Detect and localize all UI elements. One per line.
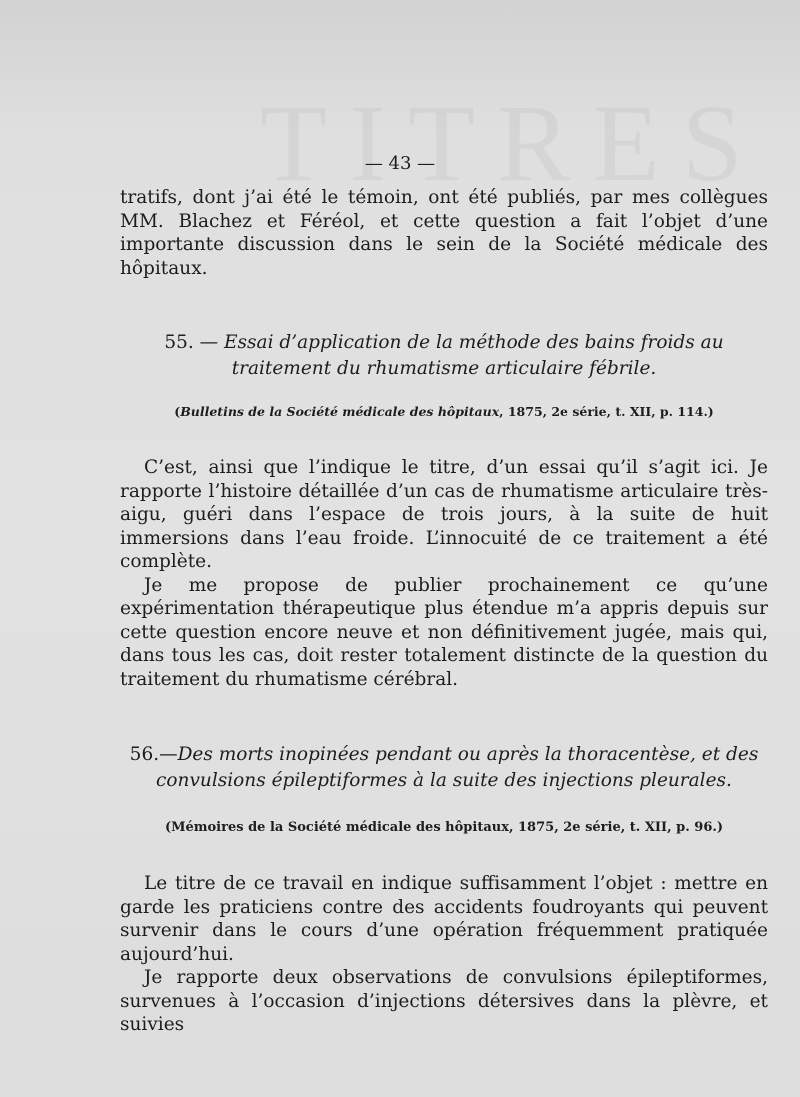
section-55-number: 55. —	[164, 332, 225, 353]
continuation-text: tratifs, dont j’ai été le témoin, ont été publiés, par mes collègues MM. Blachez et Féréol, et cette question a fait l’objet d’une importante discussion dans le sein de la Société médicale des hôpitaux.	[120, 187, 768, 279]
section-56-number: 56.—	[129, 744, 178, 765]
page-number: — 43 —	[364, 153, 436, 174]
section-56-paragraph-1: Le titre de ce travail en indique suffisamment l’objet : mettre en garde les praticiens contre des accidents foudroyants qui peuvent survenir dans le cours d’une opération fréquemment pratiquée aujourd’hui.	[120, 873, 768, 965]
section-55-journal: Bulletins de la Société médicale des hôpitaux	[180, 404, 500, 419]
section-55-heading	[120, 330, 768, 382]
section-55-title: Essai d’application de la méthode des bains froids au traitement du rhumatisme articulaire fébrile.	[224, 332, 724, 379]
section-55-paragraph-1: C’est, ainsi que l’indique le titre, d’un essai qu’il s’agit ici. Je rapporte l’histoire détaillée d’un cas de rhumatisme articulaire très-aigu, guéri dans l’espace de trois jours, à la suite de huit immersions dans l’eau froide. L’innocuité de ce traitement a été complète.	[120, 457, 768, 572]
section-56-paragraph-2: Je rapporte deux observations de convulsions épileptiformes, survenues à l’occasion d’injections détersives dans la plèvre, et suivies	[120, 967, 768, 1035]
section-55-paragraph-2: Je me propose de publier prochainement ce qu’une expérimentation thérapeutique plus étendue m’a appris depuis sur cette question encore neuve et non définitivement jugée, mais qui, dans tous les cas, doit rester totalement distincte de la question du traitement du rhumatisme cérébral.	[120, 574, 768, 690]
section-55-citation: (Bulletins de la Société médicale des hôpitaux, 1875, 2e série, t. XII, p. 114.)	[174, 404, 714, 419]
continuation-paragraph	[120, 186, 768, 280]
section-55-body	[120, 456, 768, 691]
section-56-body	[120, 872, 768, 1037]
section-56-heading	[120, 742, 768, 794]
section-56-citation: (Mémoires de la Société médicale des hôpitaux, 1875, 2e série, t. XII, p. 96.)	[164, 820, 724, 835]
section-56-title: Des morts inopinées pendant ou après la thoracentèse, et des convulsions épileptiformes à la suite des injections pleurales.	[156, 744, 759, 791]
